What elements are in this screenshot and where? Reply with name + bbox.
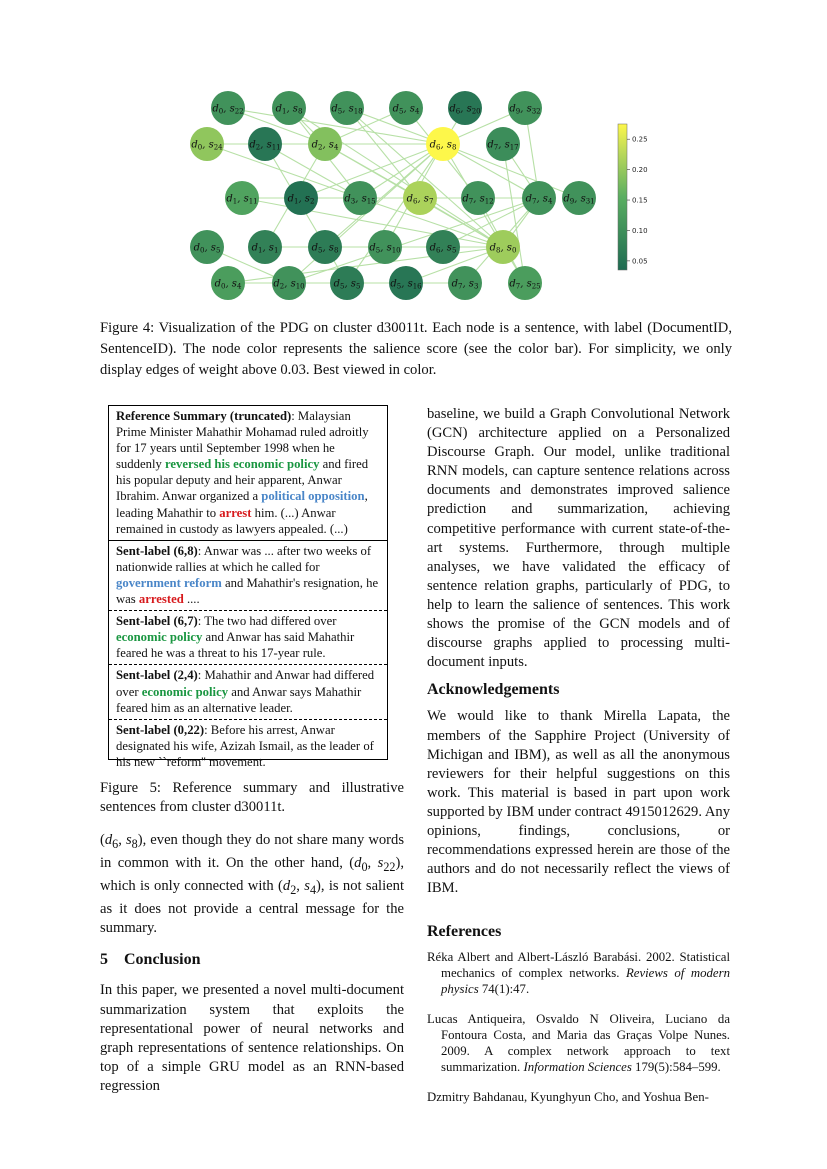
graph-node	[284, 181, 318, 215]
sent-label: Sent-label (6,7)	[116, 614, 198, 629]
graph-node	[211, 91, 245, 125]
sent-6-8	[109, 540, 387, 610]
graph-node-label: $d_5$, $s_{16}$	[390, 278, 422, 291]
text: : Before his arrest, Anwar designated his wife, Azizah Ismail, as the leader of his new ``reform'' movement.	[116, 722, 374, 769]
graph-node-label: $d_6$, $s_8$	[429, 139, 457, 152]
graph-node-label: $d_0$, $s_{24}$	[191, 139, 223, 152]
reference-entry	[427, 1011, 730, 1075]
text: , which is only connected with	[100, 855, 405, 895]
graph-node-label: $d_9$, $s_{31}$	[563, 193, 595, 206]
graph-node	[330, 266, 364, 300]
graph-node-label: $d_0$, $s_{22}$	[212, 103, 244, 116]
graph-edge	[347, 108, 503, 247]
text: , even though they do not share many words in common with it. On the other hand,	[100, 832, 404, 872]
graph-node	[426, 230, 460, 264]
graph-node	[389, 91, 423, 125]
graph-node-label: $d_6$, $s_5$	[429, 242, 457, 255]
graph-node	[248, 230, 282, 264]
figure-4-caption: Figure 4: Visualization of the PDG on cluster d30011t. Each node is a sentence, with label (DocumentID, SentenceID). The node color represents the salience score (see the color bar). For simplicity, we only display edges of weight above 0.03. Best viewed in color.	[100, 320, 732, 378]
reference-summary	[109, 406, 387, 540]
graph-node-label: $d_5$, $s_4$	[392, 103, 420, 116]
text: and Anwar says Mahathir feared him as an alternative leader.	[116, 684, 362, 715]
sent-0-22	[109, 719, 387, 773]
graph-node	[508, 91, 542, 125]
section-heading	[100, 950, 404, 969]
text: : Malaysian Prime Minister Mahathir Mohamad ruled adroitly for 17 years until September 1998 when he suddenly	[116, 409, 369, 472]
colorbar-tick-label: 0.25	[632, 135, 648, 144]
sent-6-7	[109, 610, 387, 664]
colorbar-tick-label: 0.05	[632, 257, 648, 266]
figure-5-caption: Figure 5: Reference summary and illustrative sentences from cluster d30011t.	[100, 780, 404, 816]
graph-node-label: $d_5$, $s_{10}$	[369, 242, 401, 255]
highlight-economic-policy: economic policy	[141, 684, 229, 699]
graph-node	[508, 266, 542, 300]
highlight-economic-policy: reversed his economic policy	[165, 457, 320, 472]
graph-node	[403, 181, 437, 215]
sent-2-4	[109, 664, 387, 718]
graph-node	[426, 127, 460, 161]
left-column	[100, 779, 404, 1096]
text: , is not salient as it does not provide a central message for the summary.	[100, 878, 404, 937]
analysis-paragraph: ($d_6$, $s_8$), even though they do not share many words in common with it. On the other hand, ($d_0$, $s_{22}$), which is only connected with ($d_2$, $s_4$), is not salient as it does not provide a central message for the summary.	[100, 832, 405, 937]
graph-node	[248, 127, 282, 161]
acknowledgements-heading: Acknowledgements	[427, 681, 560, 699]
text: ....	[183, 592, 200, 607]
reference-summary-label: Reference Summary (truncated)	[116, 409, 292, 423]
highlight-arrested: arrested	[138, 592, 184, 607]
text: : Mahathir and Anwar had differed over	[116, 668, 375, 699]
highlight-arrest: arrest	[219, 505, 252, 520]
sent-label: Sent-label (0,22)	[116, 722, 205, 737]
graph-node-label: $d_0$, $s_5$	[193, 242, 221, 255]
colorbar	[618, 124, 648, 270]
graph-node	[308, 230, 342, 264]
text: Lucas Antiqueira, Osvaldo N Oliveira, Luciano da Fontoura Costa, and Maria das Graças Volpe Nunes. 2009. A complex network approach to text summarization.	[427, 1012, 730, 1075]
references-heading: References	[427, 923, 502, 941]
venue: Reviews of modern physics	[441, 966, 730, 997]
text: 74(1):47.	[478, 982, 530, 997]
graph-node	[389, 266, 423, 300]
graph-node	[562, 181, 596, 215]
text: 179(5):584–599.	[631, 1060, 721, 1075]
graph-node-label: $d_0$, $s_4$	[214, 278, 242, 291]
text: and fired his popular deputy and heir apparent, Anwar Ibrahim. Anwar organized a	[116, 457, 369, 504]
highlight-government-reform: government reform	[116, 575, 222, 590]
graph-node-label: $d_5$, $s_8$	[311, 242, 339, 255]
graph-node-label: $d_1$, $s_{11}$	[226, 193, 258, 206]
graph-node-label: $d_1$, $s_8$	[275, 103, 303, 116]
sent-label: Sent-label (2,4)	[116, 668, 198, 683]
reference-entry: Dzmitry Bahdanau, Kyunghyun Cho, and Yoshua Ben-	[427, 1090, 709, 1105]
colorbar-tick-label: 0.10	[632, 226, 648, 235]
graph-node-label: $d_1$, $s_2$	[287, 193, 315, 206]
graph-node-label: $d_7$, $s_{17}$	[487, 139, 519, 152]
graph-node-label: $d_7$, $s_{25}$	[509, 278, 541, 291]
conclusion-continued: baseline, we build a Graph Convolutional Network (GCN) architecture applied on a Personalized Discourse Graph. Our model, unlike traditional RNN models, can capture sentence relations across documents and demonstrates improved salience prediction and summarization, achieving competitive performance with current state-of-the-art systems. Furthermore, through multiple analyses, we have validated the efficacy of sentence relation graphs, particularly of PDG, to help to learn the salience of sentences. This work shows the promise of the GCN models and of discourse graphs applied to processing multi-document inputs.	[427, 406, 730, 671]
section-number: 5	[100, 951, 108, 969]
graph-node-label: $d_1$, $s_1$	[251, 242, 279, 255]
right-column	[427, 405, 730, 1105]
graph-node-label: $d_7$, $s_{12}$	[462, 193, 494, 206]
graph-node	[308, 127, 342, 161]
graph-node	[461, 181, 495, 215]
text: : The two had differed over	[197, 614, 337, 629]
text: and Anwar has said Mahathir feared he was a threat to his 17-year rule.	[116, 630, 355, 661]
graph-node	[486, 127, 520, 161]
graph-nodes	[190, 91, 596, 300]
graph-node-label: $d_5$, $s_5$	[333, 278, 361, 291]
text: and Mahathir's resignation, he was	[116, 575, 379, 607]
graph-node	[190, 127, 224, 161]
text: : Anwar was ... after two weeks of nationwide rallies at which he called for	[116, 543, 372, 574]
conclusion-paragraph: In this paper, we presented a novel multi-document summarization system that exploits the representational power of neural networks and graph representations of sentence relationships. On top of a simple GRU model as an RNN-based regression	[100, 982, 404, 1094]
graph-node-label: $d_3$, $s_{15}$	[344, 193, 376, 206]
graph-node	[448, 266, 482, 300]
highlight-political-opposition: political opposition	[261, 489, 365, 504]
graph-node	[272, 266, 306, 300]
graph-node-label: $d_7$, $s_4$	[525, 193, 553, 206]
graph-node	[225, 181, 259, 215]
graph-node-label: $d_2$, $s_4$	[311, 139, 339, 152]
graph-node	[368, 230, 402, 264]
graph-node-label: $d_9$, $s_{32}$	[509, 103, 541, 116]
graph-node-label: $d_7$, $s_3$	[451, 278, 479, 291]
graph-node	[486, 230, 520, 264]
sent-label: Sent-label (6,8)	[116, 543, 198, 558]
pdg-graph	[180, 88, 660, 303]
graph-node-label: $d_2$, $s_{10}$	[273, 278, 305, 291]
text: him. (...) Anwar remained in custody as lawyers appealed. (...)	[116, 505, 348, 536]
text: Réka Albert and Albert-László Barabási. 2002. Statistical mechanics of complex networks.	[427, 950, 730, 981]
graph-node	[330, 91, 364, 125]
highlight-economic-policy: economic policy	[116, 630, 203, 645]
colorbar-tick-label: 0.20	[632, 166, 648, 175]
graph-node	[343, 181, 377, 215]
acknowledgements-text: We would like to thank Mirella Lapata, the members of the Sapphire Project (University of Michigan and IBM), as well as all the anonymous reviewers for their helpful suggestions on this work. This material is based in part upon work supported by IBM under contract 4915012629. Any opinions, findings, conclusions, or recommendations expressed herein are those of the authors and do not necessarily reflect the views of IBM.	[427, 708, 730, 897]
reference-summary-box	[108, 405, 388, 769]
graph-node-label: $d_8$, $s_0$	[489, 242, 517, 255]
section-title: Conclusion	[124, 951, 201, 969]
graph-node	[522, 181, 556, 215]
text: , leading Mahathir to	[116, 489, 368, 520]
graph-node-label: $d_6$, $s_7$	[406, 193, 434, 206]
colorbar-tick-label: 0.15	[632, 196, 648, 205]
graph-node	[272, 91, 306, 125]
reference-entry	[427, 949, 730, 997]
graph-node-label: $d_2$, $s_{11}$	[249, 139, 281, 152]
venue: Information Sciences	[523, 1060, 632, 1075]
graph-node	[448, 91, 482, 125]
graph-node	[190, 230, 224, 264]
graph-node-label: $d_5$, $s_{18}$	[331, 103, 363, 116]
graph-node-label: $d_6$, $s_{20}$	[449, 103, 481, 116]
graph-node	[211, 266, 245, 300]
